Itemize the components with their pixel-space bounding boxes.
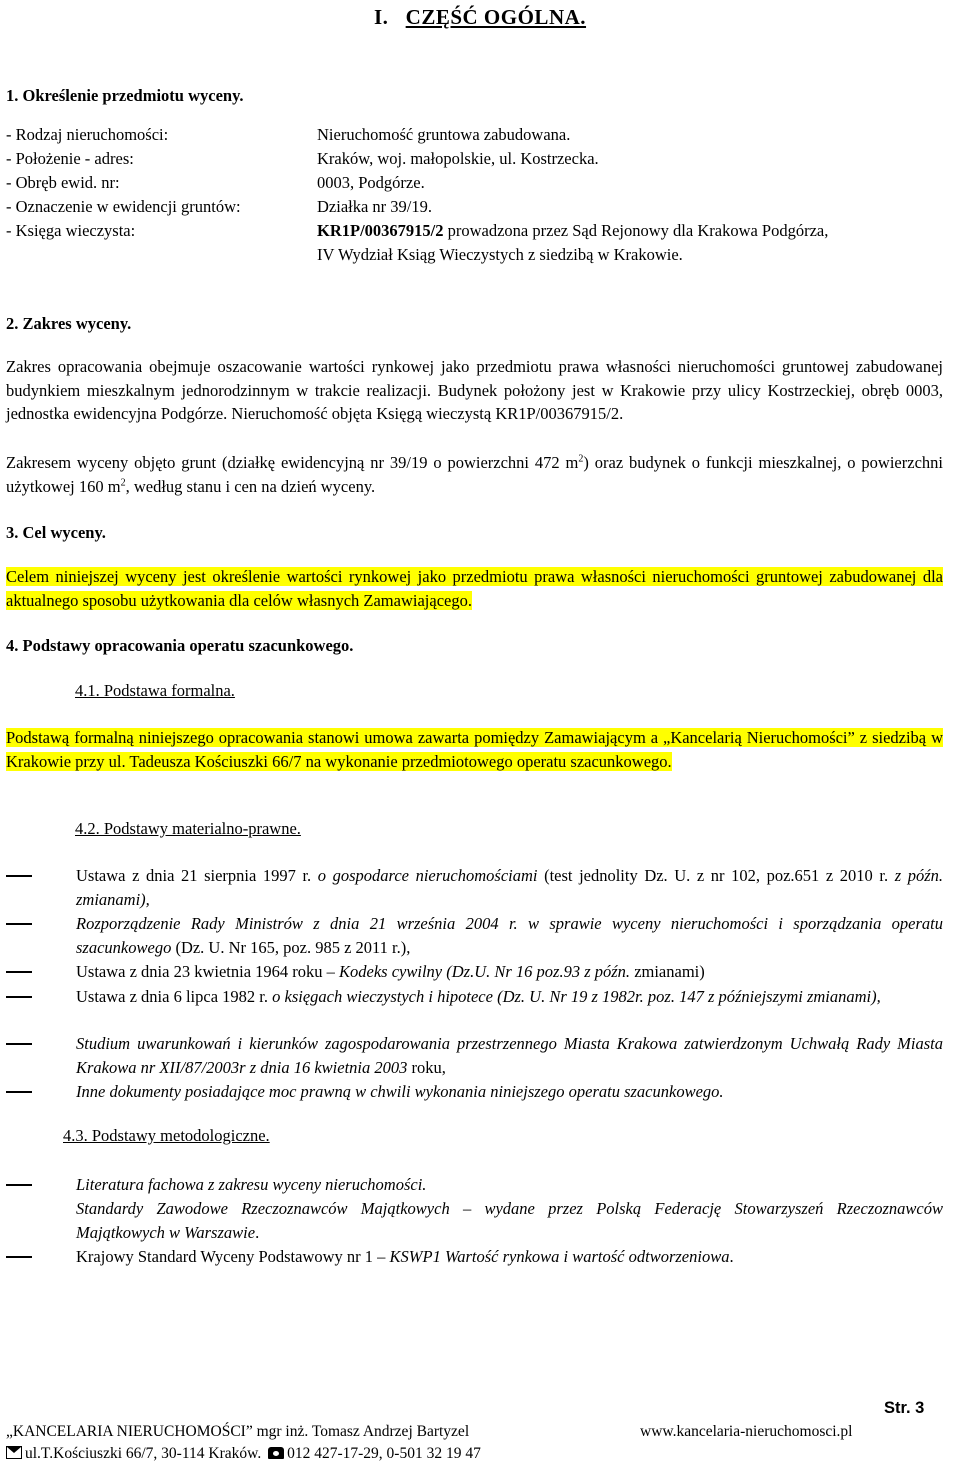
methodology-item: Literatura fachowa z zakresu wyceny nieruchomości. bbox=[76, 1175, 427, 1194]
property-type-value: Nieruchomość gruntowa zabudowana. bbox=[317, 125, 571, 144]
land-register-court: prowadzona przez Sąd Rejonowy dla Krakowa Podgórza, bbox=[443, 221, 829, 240]
phone-icon bbox=[268, 1447, 284, 1459]
envelope-icon bbox=[6, 1446, 22, 1459]
legal-basis-item: Rozporządzenie Rady Ministrów z dnia 21 września 2004 r. w sprawie wyceny nieruchomości i sporządzania operatu szacunkowego (Dz. U. Nr 165, poz. 985 z 2011 r.), bbox=[76, 914, 943, 957]
land-register-department: IV Wydział Ksiąg Wieczystych z siedzibą w Krakowie. bbox=[317, 245, 683, 264]
land-register-label: - Księga wieczysta: bbox=[6, 221, 136, 240]
purpose-highlighted-text: Celem niniejszej wyceny jest określenie wartości rynkowej jako przedmiotu prawa własności nieruchomości gruntowej zabudowanej dla aktualnego sposobu użytkowania dla celów własnych Zamawiającego. bbox=[6, 567, 943, 610]
purpose-paragraph bbox=[6, 565, 943, 612]
section4-heading: 4. Podstawy opracowania operatu szacunkowego. bbox=[6, 636, 354, 655]
location-value: Kraków, woj. małopolskie, ul. Kostrzecka. bbox=[317, 149, 599, 168]
methodology-item: Standardy Zawodowe Rzeczoznawców Majątkowych – wydane przez Polską Federację Stowarzyszeń Rzeczoznawców Majątkowych w Warszawie. bbox=[76, 1199, 943, 1242]
subsection-4-2-heading: 4.2. Podstawy materialno-prawne. bbox=[75, 819, 301, 838]
page-title bbox=[0, 7, 960, 28]
land-register-value bbox=[317, 223, 828, 240]
footer-phones: 012 427-17-29, 0-501 32 19 47 bbox=[287, 1445, 481, 1462]
title-number: I. bbox=[373, 5, 389, 29]
property-type-label: - Rodzaj nieruchomości: bbox=[6, 125, 169, 144]
formal-basis-highlighted-text: Podstawą formalną niniejszego opracowania stanowi umowa zawarta pomiędzy Zamawiającym a „Kancelarią Nieruchomości” z siedzibą w Krakowie przy ul. Tadeusza Kościuszki 66/7 na wykonanie przedmiotowego operatu szacunkowego. bbox=[6, 728, 943, 771]
land-register-number: KR1P/00367915/2 bbox=[317, 221, 444, 240]
footer-contact bbox=[6, 1446, 481, 1462]
section1-heading: 1. Określenie przedmiotu wyceny. bbox=[6, 86, 244, 105]
registry-value: Działka nr 39/19. bbox=[317, 197, 433, 216]
location-label: - Położenie - adres: bbox=[6, 149, 134, 168]
scope-subject-text-b: ) oraz budynek o funkcji mieszkalnej, o powierzchni użytkowej 160 m bbox=[6, 453, 943, 496]
subsection-4-3-heading: 4.3. Podstawy metodologiczne. bbox=[63, 1126, 270, 1145]
precinct-label: - Obręb ewid. nr: bbox=[6, 173, 120, 192]
section3-heading: 3. Cel wyceny. bbox=[6, 523, 106, 542]
precinct-value: 0003, Podgórze. bbox=[317, 173, 425, 192]
formal-basis-paragraph bbox=[6, 726, 943, 773]
footer-company: „KANCELARIA NIERUCHOMOŚCI” mgr inż. Tomasz Andrzej Bartyzel bbox=[6, 1423, 470, 1440]
footer-address: ul.T.Kościuszki 66/7, 30-114 Kraków. bbox=[25, 1445, 262, 1462]
scope-subject-text-c: , według stanu i cen na dzień wyceny. bbox=[125, 476, 376, 496]
legal-basis-item: Ustawa z dnia 21 sierpnia 1997 r. o gospodarce nieruchomościami (test jednolity Dz. U. z nr 102, poz.651 z 2010 r. z późn. zmianami), bbox=[76, 866, 944, 909]
registry-label: - Oznaczenie w ewidencji gruntów: bbox=[6, 197, 241, 216]
legal-basis-item: Ustawa z dnia 23 kwietnia 1964 roku – Kodeks cywilny (Dz.U. Nr 16 poz.93 z późn. zmianami) bbox=[76, 962, 705, 981]
legal-basis-item: Studium uwarunkowań i kierunków zagospodarowania przestrzennego Miasta Krakowa zatwierdzonym Uchwałą Rady Miasta Krakowa nr XII/87/2003r z dnia 16 kwietnia 2003 roku, bbox=[76, 1034, 943, 1077]
scope-paragraph: Zakres opracowania obejmuje oszacowanie wartości rynkowej jako przedmiotu prawa własności nieruchomości gruntowej zabudowanej budynkiem mieszkalnym jednorodzinnym w trakcie realizacji. Budynek położony jest w Krakowie przy ulicy Kostrzeckiej, obręb 0003, jednostka ewidencyjna Podgórze. Nieruchomość objęta Księgą wieczystą KR1P/00367915/2. bbox=[6, 357, 943, 423]
legal-basis-item: Ustawa z dnia 6 lipca 1982 r. o księgach wieczystych i hipotece (Dz. U. Nr 19 z 1982r. poz. 147 z późniejszymi zmianami), bbox=[76, 987, 881, 1006]
subsection-4-1-heading: 4.1. Podstawa formalna. bbox=[75, 681, 235, 700]
area-unit-superscript: 2 bbox=[120, 477, 126, 488]
area-unit-superscript: 2 bbox=[578, 453, 584, 465]
title-text: CZĘŚĆ OGÓLNA. bbox=[405, 5, 587, 29]
scope-subject-text-a: Zakresem wyceny objęto grunt (działkę ewidencyjną nr 39/19 o powierzchni 472 m bbox=[6, 453, 579, 472]
footer-website[interactable]: www.kancelaria-nieruchomosci.pl bbox=[640, 1423, 853, 1440]
legal-basis-item: Inne dokumenty posiadające moc prawną w chwili wykonania niniejszego operatu szacunkowego. bbox=[76, 1082, 724, 1101]
section2-heading: 2. Zakres wyceny. bbox=[6, 314, 132, 333]
scope-subject-paragraph bbox=[6, 451, 943, 498]
page-number: Str. 3 bbox=[884, 1399, 925, 1417]
methodology-item: Krajowy Standard Wyceny Podstawowy nr 1 – KSWP1 Wartość rynkowa i wartość odtworzeniowa. bbox=[76, 1247, 734, 1266]
